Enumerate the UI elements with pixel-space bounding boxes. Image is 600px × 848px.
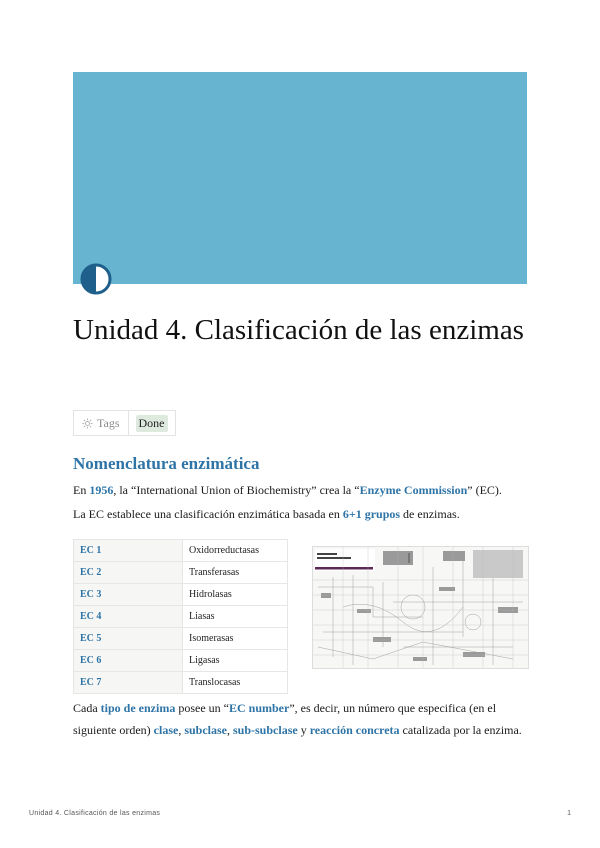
tags-property-label[interactable] (74, 411, 129, 435)
paragraph-ec-history: En 1956, la “International Union of Biochemistry” crea la “Enzyme Commission” (EC). (73, 483, 502, 497)
highlight-groups: 6+1 grupos (342, 507, 401, 521)
metabolic-pathways-map-image[interactable] (312, 546, 529, 669)
highlight-tipo-enzima: tipo de enzima (100, 701, 176, 715)
ec-code: EC 3 (74, 584, 183, 606)
section-heading: Nomenclatura enzimática (73, 454, 260, 473)
paragraph-ec-groups: La EC establece una clasificación enzimática basada en 6+1 grupos de enzimas. (73, 507, 460, 521)
ec-name: Oxidorreductasas (183, 540, 288, 562)
table-row (74, 672, 288, 694)
table-row (74, 628, 288, 650)
ec-classes-table (73, 539, 288, 694)
properties-row (73, 410, 176, 436)
tag-badge[interactable]: Done (136, 415, 168, 432)
pathways-map-graphic (313, 547, 528, 668)
table-row (74, 562, 288, 584)
table-row (74, 606, 288, 628)
ec-code: EC 6 (74, 650, 183, 672)
ec-name: Hidrolasas (183, 584, 288, 606)
highlight-subclase: subclase (184, 723, 227, 737)
ec-code: EC 1 (74, 540, 183, 562)
footer-document-title: Unidad 4. Clasificación de las enzimas (29, 810, 161, 817)
cover-image (73, 72, 527, 284)
ec-code: EC 2 (74, 562, 183, 584)
ec-code: EC 4 (74, 606, 183, 628)
ec-name: Transferasas (183, 562, 288, 584)
ec-name: Translocasas (183, 672, 288, 694)
page-title: Unidad 4. Clasificación de las enzimas (73, 314, 524, 346)
highlight-enzyme-commission: Enzyme Commission (359, 483, 468, 497)
table-row (74, 540, 288, 562)
paragraph-ec-number: Cada tipo de enzima posee un “EC number”, es decir, un número que especifica (en el siguiente orden) clase, subclase, sub-subclase y reacción concreta catalizada por la enzima. (73, 701, 522, 737)
sun-icon (82, 418, 93, 429)
tags-label: Tags (97, 415, 120, 430)
highlight-reaccion-concreta: reacción concreta (309, 723, 400, 737)
ec-name: Liasas (183, 606, 288, 628)
tags-value[interactable] (129, 411, 175, 435)
footer-page-number: 1 (567, 810, 571, 817)
ec-name: Isomerasas (183, 628, 288, 650)
ec-code: EC 7 (74, 672, 183, 694)
highlight-clase: clase (153, 723, 179, 737)
highlight-ec-number: EC number (228, 701, 290, 715)
highlight-year: 1956 (89, 483, 114, 497)
ec-code: EC 5 (74, 628, 183, 650)
half-circle-icon (80, 263, 112, 295)
table-row (74, 650, 288, 672)
table-row (74, 584, 288, 606)
highlight-sub-subclase: sub-subclase (233, 723, 298, 737)
ec-name: Ligasas (183, 650, 288, 672)
